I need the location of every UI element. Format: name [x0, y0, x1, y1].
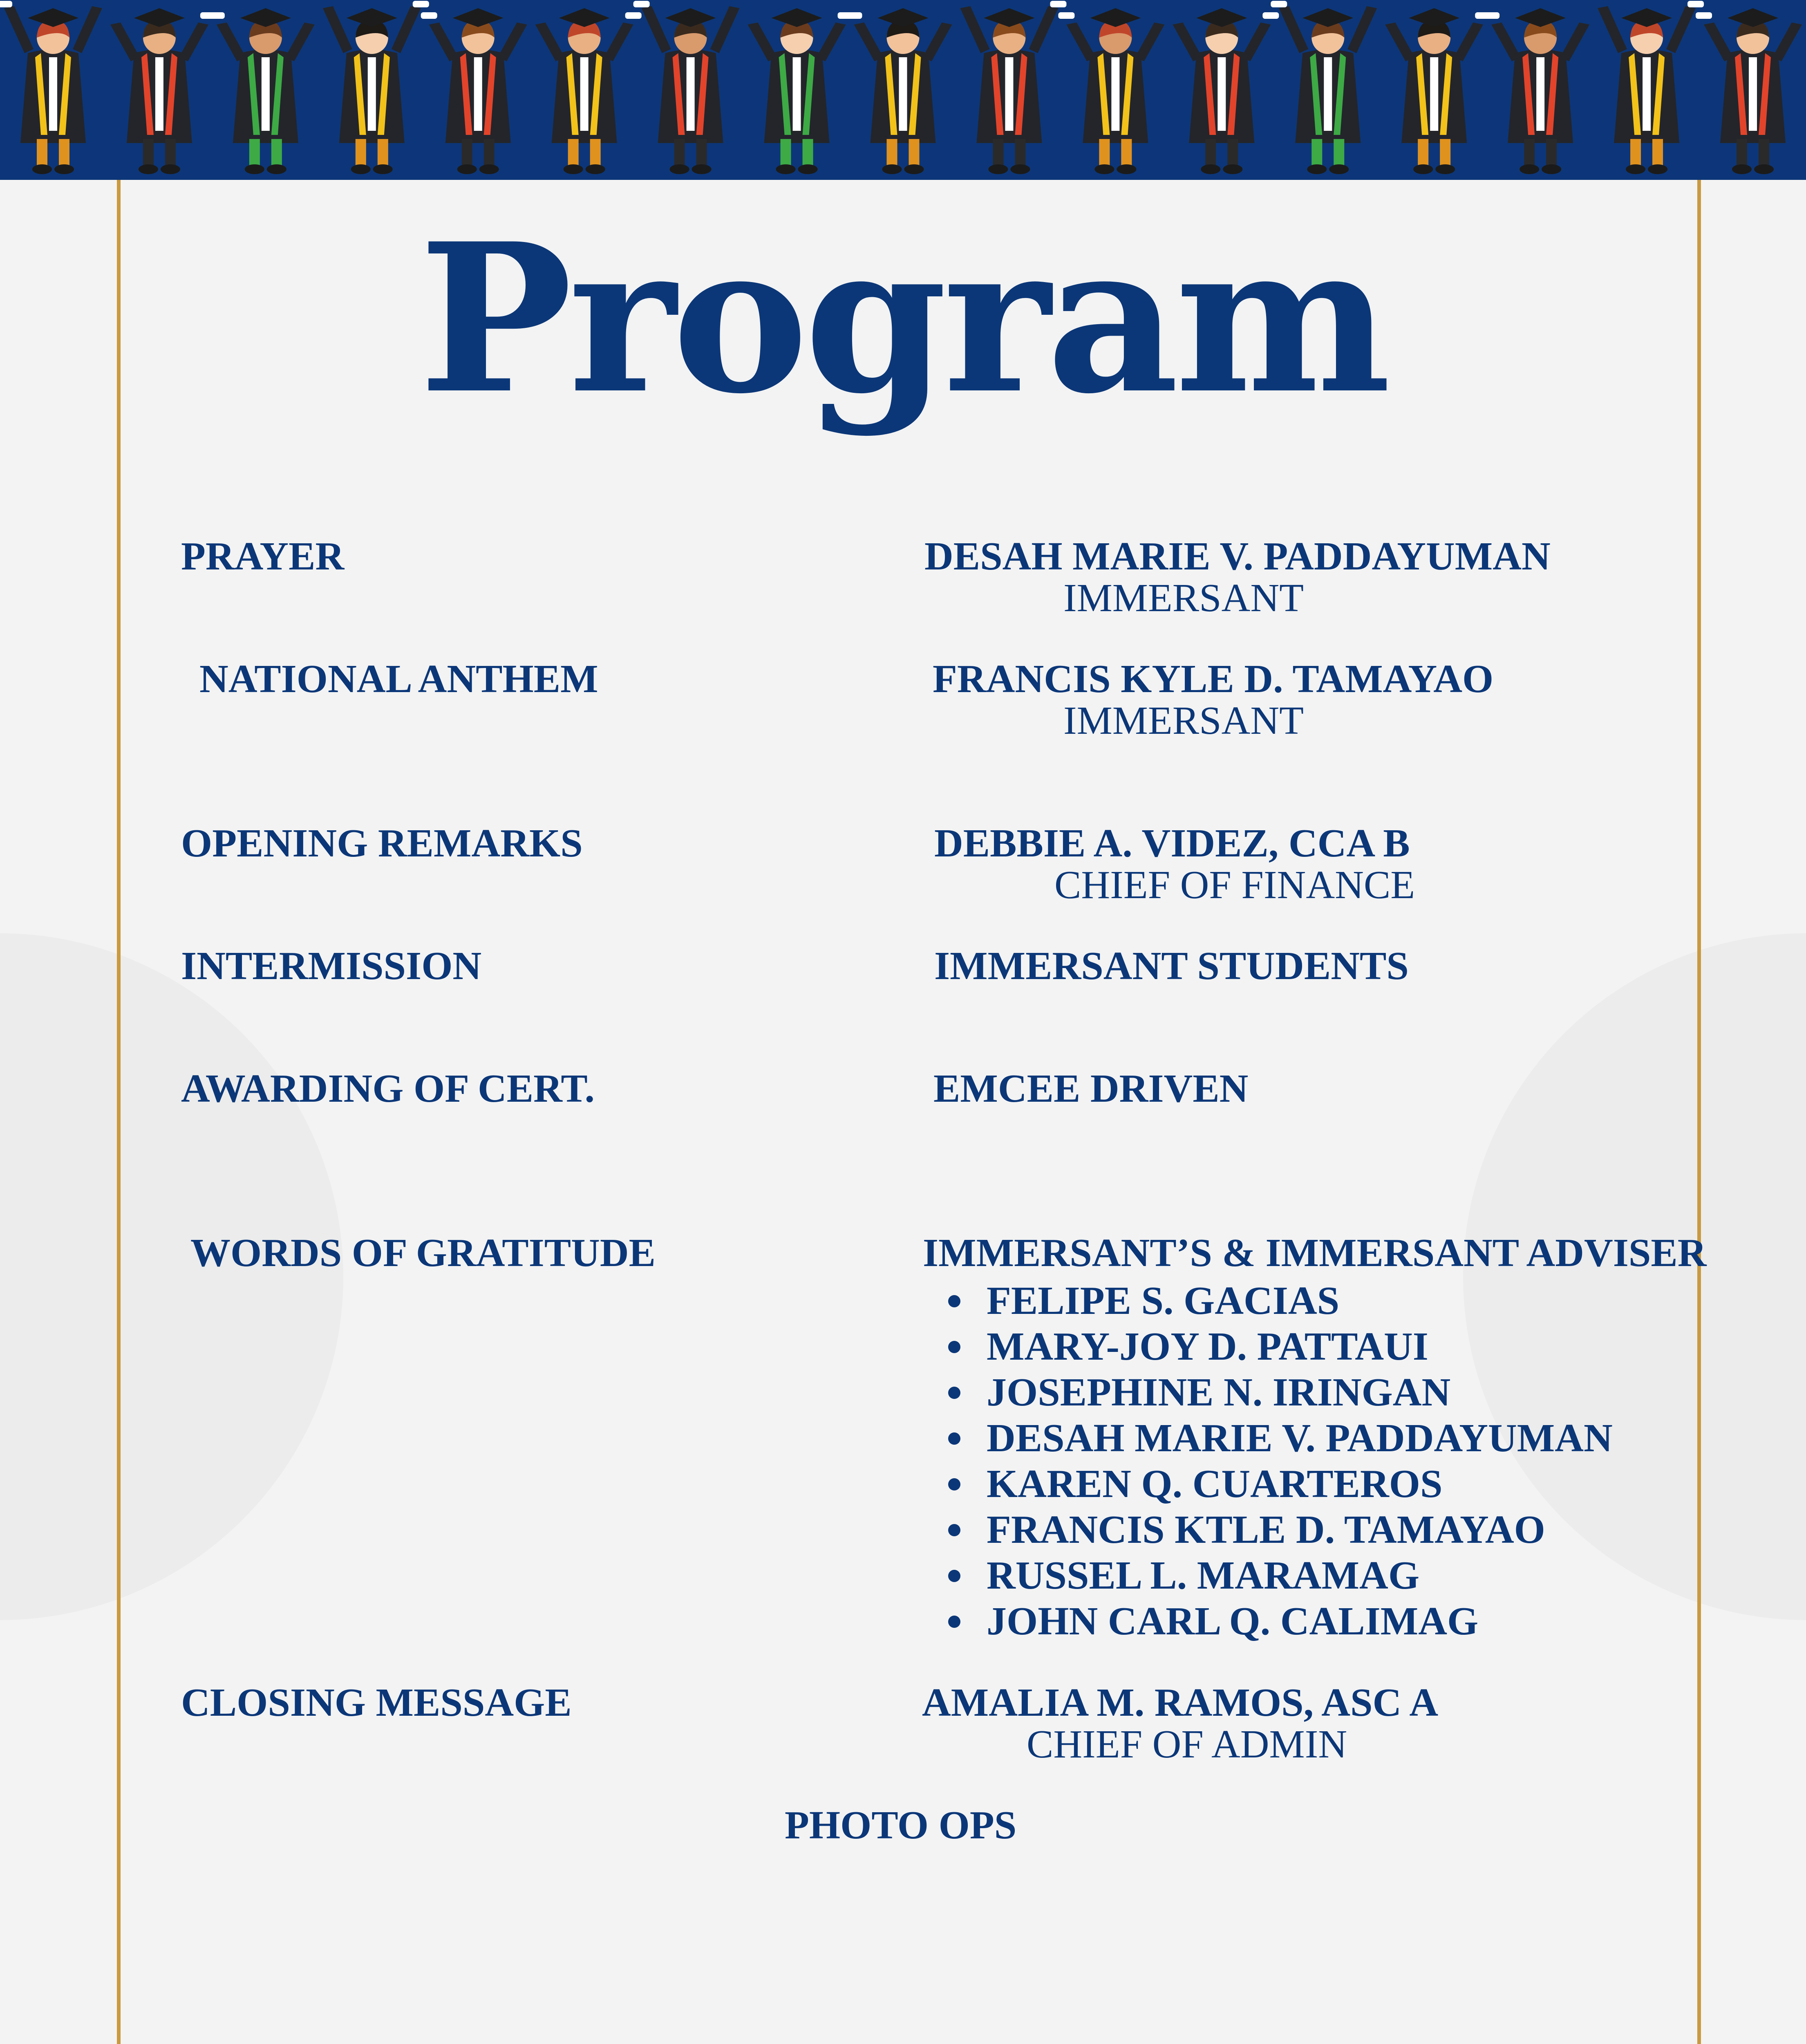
program-role-opening: CHIEF OF FINANCE — [1054, 863, 1415, 907]
program-person-intermission: IMMERSANT STUDENTS — [934, 944, 1409, 988]
right-gold-rule — [1697, 180, 1701, 2044]
graduate-figure — [1598, 1, 1704, 174]
list-item: DESAH MARIE V. PADDAYUMAN — [932, 1415, 1613, 1461]
program-person-anthem: FRANCIS KYLE D. TAMAYAO — [933, 657, 1494, 701]
bullet-icon — [948, 1478, 960, 1490]
graduate-figure — [0, 1, 102, 174]
bullet-icon — [948, 1616, 960, 1628]
list-item: RUSSEL L. MARAMAG — [932, 1553, 1613, 1598]
program-part-awarding: AWARDING OF CERT. — [181, 1067, 595, 1111]
list-item: KAREN Q. CUARTEROS — [932, 1461, 1613, 1507]
graduate-figure — [748, 8, 854, 174]
graduate-figure — [1173, 8, 1279, 174]
bullet-icon — [948, 1295, 960, 1307]
bullet-icon — [948, 1387, 960, 1399]
bullet-icon — [948, 1341, 960, 1353]
program-role-anthem: IMMERSANT — [1063, 699, 1304, 743]
graduate-figure — [1058, 8, 1164, 174]
program-role-prayer: IMMERSANT — [1063, 576, 1304, 620]
bullet-icon — [948, 1432, 960, 1445]
left-gold-rule — [117, 180, 121, 2044]
program-part-prayer: PRAYER — [181, 534, 345, 578]
list-item: JOSEPHINE N. IRINGAN — [932, 1369, 1613, 1415]
program-part-intermission: INTERMISSION — [181, 944, 482, 988]
graduate-figure — [960, 1, 1066, 174]
adviser-list — [932, 1278, 1613, 1644]
graduates-illustration — [0, 0, 1806, 180]
program-part-closing: CLOSING MESSAGE — [181, 1681, 572, 1725]
background-circle-left — [0, 933, 343, 1620]
page-title: Program — [419, 199, 1387, 439]
list-item: JOHN CARL Q. CALIMAG — [932, 1598, 1613, 1644]
list-item: MARY-JOY D. PATTAUI — [932, 1324, 1613, 1369]
bullet-icon — [948, 1570, 960, 1582]
graduate-figure — [846, 8, 952, 174]
program-person-prayer: DESAH MARIE V. PADDAYUMAN — [924, 534, 1551, 578]
bullet-icon — [948, 1524, 960, 1536]
graduate-figure — [110, 8, 217, 174]
graduate-figure — [208, 8, 315, 174]
graduate-figure — [1385, 8, 1491, 174]
graduate-figure — [1483, 8, 1589, 174]
graduate-figure — [633, 1, 740, 174]
program-role-closing: CHIEF OF ADMIN — [1027, 1722, 1347, 1766]
graduate-figure — [535, 8, 642, 174]
graduates-banner — [0, 0, 1806, 180]
program-part-opening: OPENING REMARKS — [181, 821, 583, 865]
graduate-figure — [1696, 8, 1802, 174]
program-person-gratitude: IMMERSANT’S & IMMERSANT ADVISER — [923, 1231, 1707, 1275]
list-item: FELIPE S. GACIAS — [932, 1278, 1613, 1324]
program-person-awarding: EMCEE DRIVEN — [933, 1067, 1249, 1111]
photo-ops: PHOTO OPS — [785, 1803, 1017, 1847]
list-item: FRANCIS KTLE D. TAMAYAO — [932, 1507, 1613, 1553]
graduate-figure — [323, 1, 429, 174]
program-part-gratitude: WORDS OF GRATITUDE — [190, 1231, 656, 1275]
program-part-anthem: NATIONAL ANTHEM — [199, 657, 598, 701]
graduate-figure — [421, 8, 527, 174]
program-person-opening: DEBBIE A. VIDEZ, CCA B — [934, 821, 1410, 865]
program-person-closing: AMALIA M. RAMOS, ASC A — [922, 1681, 1439, 1725]
graduate-figure — [1271, 1, 1377, 174]
